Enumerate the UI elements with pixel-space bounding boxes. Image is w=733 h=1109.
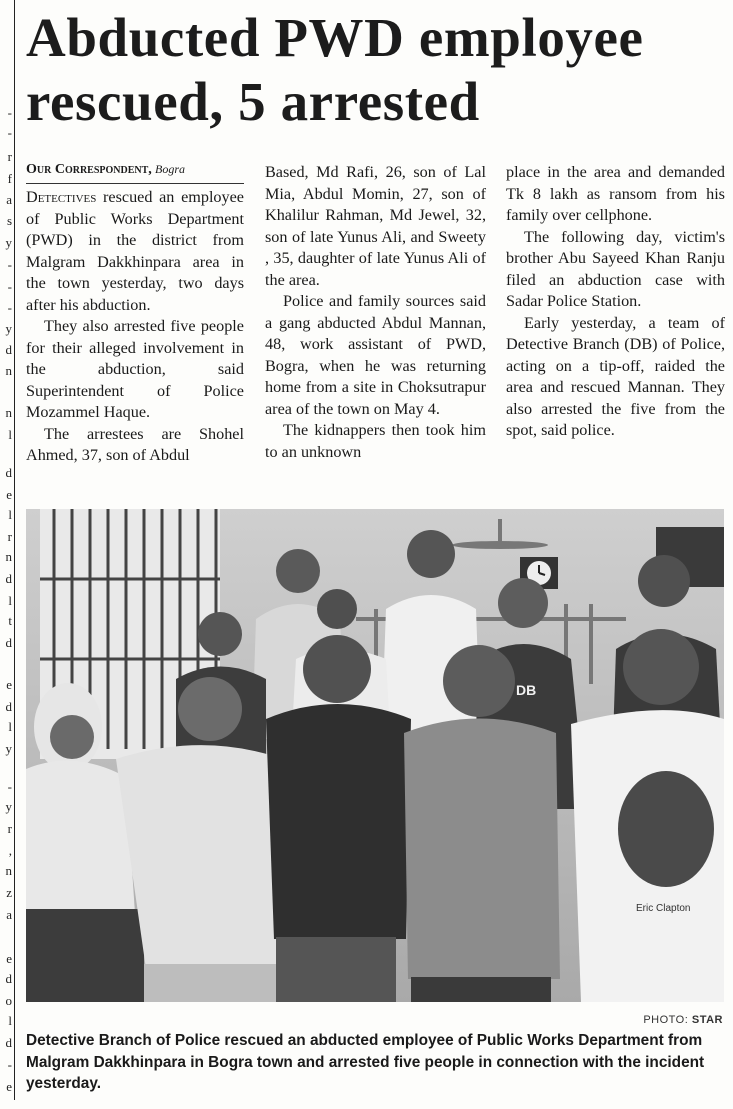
- fragment-char: s: [6, 213, 12, 228]
- lead-word: Detectives: [26, 188, 97, 206]
- fragment-char: d: [5, 699, 12, 714]
- fragment-char: t: [8, 613, 12, 628]
- fragment-char: a: [6, 192, 12, 207]
- vest-text: DB: [516, 682, 537, 698]
- fragment-char: -: [7, 257, 12, 272]
- photo-illustration: [26, 509, 724, 1002]
- fragment-char: l: [8, 427, 12, 442]
- fragment-char: l: [8, 719, 12, 734]
- fragment-char: n: [5, 405, 12, 420]
- fragment-char: d: [5, 635, 12, 650]
- fragment-char: -: [7, 300, 12, 315]
- adjacent-column-fragments: [0, 0, 18, 1109]
- article-column-1: [26, 160, 244, 467]
- fragment-char: l: [8, 593, 12, 608]
- photo-credit-source: STAR: [691, 1014, 723, 1026]
- fragment-char: y: [5, 321, 12, 336]
- fragment-char: y: [5, 799, 12, 814]
- fragment-char: -: [7, 125, 12, 140]
- fragment-char: y: [5, 741, 12, 756]
- column-rule: [14, 0, 15, 1100]
- fragment-char: y: [5, 235, 12, 250]
- fragment-char: f: [7, 171, 12, 186]
- fragment-char: ,: [8, 843, 12, 858]
- fragment-char: e: [6, 487, 12, 502]
- article-column-2: [265, 162, 486, 463]
- paragraph: They also arrested five people for their alleged involvement in the abduction, said Superintendent of Police Mozammel Haque.: [26, 317, 244, 421]
- fragment-char: l: [8, 1013, 12, 1028]
- fragment-char: e: [6, 951, 12, 966]
- fragment-char: r: [7, 821, 12, 836]
- paragraph: The following day, victim's brother Abu Sayeed Khan Ranju filed an abduction case with Sadar Police Station.: [506, 227, 725, 310]
- fragment-char: a: [6, 907, 12, 922]
- paragraph: [26, 187, 244, 316]
- byline: [26, 160, 244, 184]
- fragment-char: l: [8, 507, 12, 522]
- fragment-char: d: [5, 1035, 12, 1050]
- fragment-char: d: [5, 342, 12, 357]
- paragraph: place in the area and demanded Tk 8 lakh as ransom from his family over cellphone.: [506, 163, 725, 224]
- fragment-char: -: [7, 279, 12, 294]
- fragment-char: d: [5, 465, 12, 480]
- paragraph: Police and family sources said a gang abducted Abdul Mannan, 48, work assistant of PWD, Bogra, when he was returning home from a site in Choksutrapur area of the town on May 4.: [265, 292, 486, 418]
- fragment-char: e: [6, 1079, 12, 1094]
- fragment-char: -: [7, 105, 12, 120]
- paragraph: The kidnappers then took him to an unknown: [265, 421, 486, 461]
- fragment-char: r: [7, 149, 12, 164]
- paragraph: Based, Md Rafi, 26, son of Lal Mia, Abdul Momin, 27, son of Khalilur Rahman, Md Jewel, 32, son of late Yunus Ali, and Sweety , 35, daughter of late Yunus Ali of the area.: [265, 163, 486, 289]
- paragraph-text: rescued an employee of Public Works Department (PWD) in the district from Malgram Dakkhinpara area in the town yesterday, two days after his abduction.: [26, 188, 244, 314]
- photo-credit-label: PHOTO:: [643, 1014, 689, 1026]
- fragment-char: -: [7, 779, 12, 794]
- fragment-char: o: [5, 993, 12, 1008]
- fragment-char: -: [7, 1057, 12, 1072]
- news-photo: [26, 509, 724, 1002]
- byline-author: Our Correspondent,: [26, 162, 152, 177]
- fragment-char: r: [7, 529, 12, 544]
- byline-place: Bogra: [155, 162, 186, 176]
- fragment-char: n: [5, 549, 12, 564]
- fragment-char: n: [5, 363, 12, 378]
- paragraph: Early yesterday, a team of Detective Branch (DB) of Police, acting on a tip-off, raided the area and rescued Mannan. They also arrested the five from the spot, said police.: [506, 313, 725, 439]
- fragment-char: z: [6, 885, 12, 900]
- photo-credit: [643, 1014, 723, 1026]
- fragment-char: e: [6, 677, 12, 692]
- fragment-char: d: [5, 971, 12, 986]
- fragment-char: d: [5, 571, 12, 586]
- headline: Abducted PWD employee rescued, 5 arrested: [26, 7, 644, 132]
- paragraph: The arrestees are Shohel Ahmed, 37, son of Abdul: [26, 424, 244, 464]
- shirt-text: Eric Clapton: [636, 903, 691, 914]
- fragment-char: n: [5, 863, 12, 878]
- article-column-3: [506, 162, 725, 442]
- photo-caption: Detective Branch of Police rescued an abducted employee of Public Works Department from Malgram Dakkhinpara in Bogra town and arrested five people in connection with the incident yesterday.: [26, 1032, 705, 1092]
